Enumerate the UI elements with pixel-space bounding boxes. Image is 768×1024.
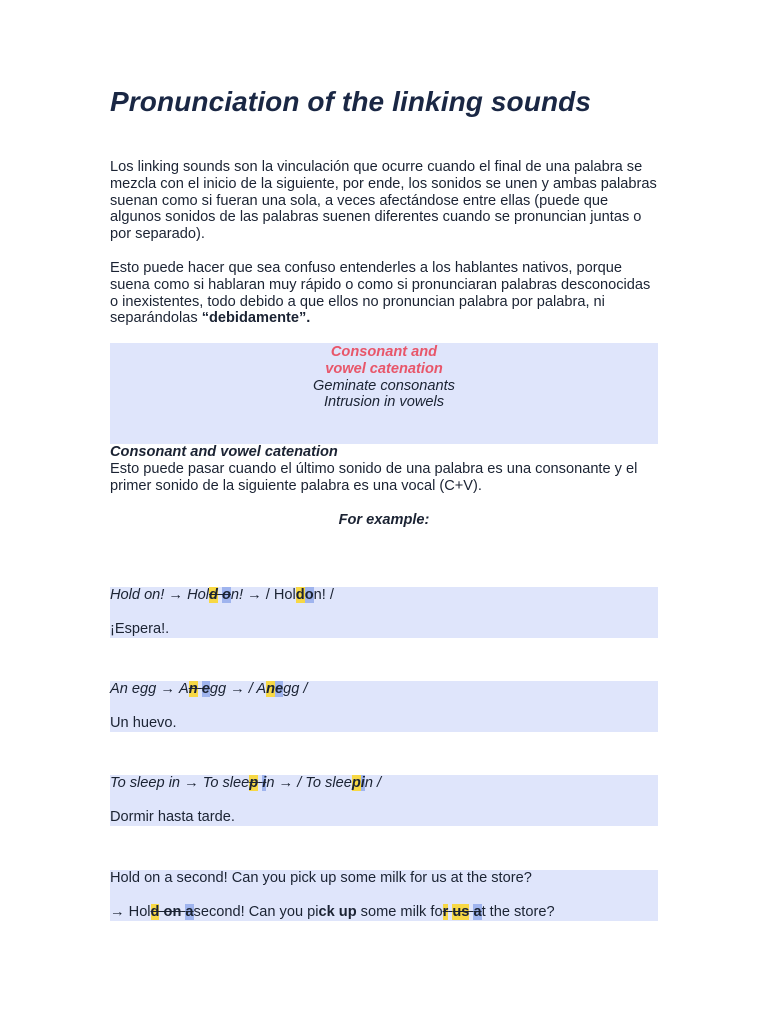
example-line: To sleep in → To sleep in → / To sleepin / <box>110 775 382 791</box>
linked-vowel: i <box>360 775 365 791</box>
linked-vowel: e <box>275 681 284 697</box>
for-example-label: For example: <box>338 512 430 528</box>
example-translation: Un huevo. <box>110 715 177 731</box>
linked-consonant: r <box>442 904 449 920</box>
emphasis-text: “debidamente”. <box>201 310 311 327</box>
linked-consonant: p <box>249 775 259 791</box>
example-translation: ¡Espera!. <box>110 621 170 637</box>
example-line: An egg → An egg → / Anegg / <box>110 681 308 697</box>
example-box-sleep-in <box>110 775 658 826</box>
toc-item-intrusion[interactable]: Intrusion in vowels <box>323 394 445 411</box>
linked-vowel: a <box>185 904 194 920</box>
intro-paragraph-1: Los linking sounds son la vinculación que ocurre cuando el final de una palabra se mezcla con el inicio de la siguiente, por ende, los sonidos se unen y ambas palabras suenan como si fueran una sola, a veces afectándose entre ellas (puede que algunos sonidos de las palabras suenen diferentes cuando se pronuncian juntas o por separado). <box>110 159 657 243</box>
sentence-original: Hold on a second! Can you pick up some milk for us at the store? <box>110 870 532 886</box>
linked-vowel: i <box>262 775 267 791</box>
sentence-linked: → Hold on asecond! Can you pick up some milk for us at the store? <box>110 904 555 920</box>
linked-segment: us <box>452 904 470 920</box>
intro-paragraph-2: Esto puede hacer que sea confuso entenderles a los hablantes nativos, porque suena como si hablaran muy rápido o como si pronunciaran palabras desconocidas o inexistentes, todo debido a que ellos no pronuncian palabra por palabra, ni separándolas “debidamente”. <box>110 260 651 327</box>
toc-item-consonant-vowel[interactable]: Consonant and vowel catenation <box>325 344 443 377</box>
linked-vowel: e <box>201 681 210 697</box>
table-of-contents <box>110 343 658 444</box>
page-title: Pronunciation of the linking sounds <box>110 86 592 117</box>
example-box-hold-on <box>110 587 658 638</box>
linked-consonant: d <box>150 904 160 920</box>
linked-consonant: d <box>208 587 218 603</box>
toc-item-geminate[interactable]: Geminate consonants <box>313 377 455 394</box>
linked-consonant: p <box>351 775 361 791</box>
example-translation: Dormir hasta tarde. <box>110 809 235 825</box>
linked-consonant: n <box>266 681 276 697</box>
example-box-sentence <box>110 870 658 921</box>
linked-vowel: o <box>304 587 314 603</box>
linked-consonant: d <box>295 587 305 603</box>
linked-consonant: n <box>188 681 198 697</box>
section-heading: Consonant and vowel catenation <box>110 444 338 460</box>
example-line: Hold on! → Hold on! → / Holdon! / <box>110 587 334 603</box>
example-box-an-egg <box>110 681 658 732</box>
linked-vowel: o <box>221 587 231 603</box>
linked-vowel: a <box>473 904 482 920</box>
section-body: Esto puede pasar cuando el último sonido de una palabra es una consonante y el primer sonido de la siguiente palabra es una vocal (C+V). <box>110 461 638 494</box>
